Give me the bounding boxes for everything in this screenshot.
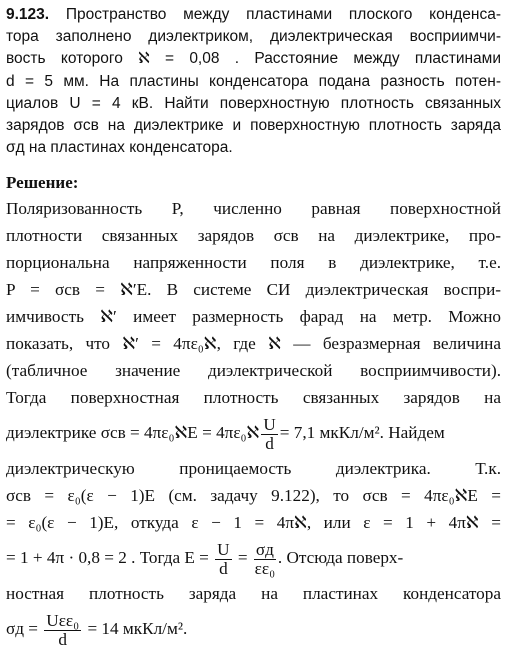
solution-line: (табличное значение диэлектрической восприимчивости). bbox=[6, 361, 501, 381]
fraction-numerator: Uεε₀ bbox=[46, 610, 80, 630]
equation-text: = 1 + 4π · 0,8 = 2 . Тогда E = bbox=[6, 548, 209, 568]
equation-text: . Отсюда поверх- bbox=[277, 548, 404, 568]
equation-text: = bbox=[237, 548, 248, 568]
equation-line bbox=[6, 607, 501, 651]
equation-text: = 14 мкКл/м². bbox=[87, 619, 188, 639]
fraction-denominator: d bbox=[219, 558, 228, 578]
solution-line: ностная плотность заряда на пластинах конденсатора bbox=[6, 584, 501, 604]
equation-text: диэлектрике σсв = 4πε₀ℵE = 4πε₀ℵ bbox=[6, 423, 260, 443]
solution-line: показать, что ℵ′ = 4πε₀ℵ, где ℵ — безразмерная величина bbox=[6, 334, 501, 354]
problem-number: 9.123. bbox=[6, 6, 50, 23]
solution-line: Поляризованность P, численно равная поверхностной bbox=[6, 199, 501, 219]
problem-line: циалов U = 4 кВ. Найти поверхностную плотность связанных bbox=[6, 94, 501, 112]
fraction bbox=[215, 541, 231, 578]
solution-line: диэлектрическую проницаемость диэлектрика. Т.к. bbox=[6, 459, 501, 479]
fraction bbox=[254, 541, 276, 578]
solution-heading: Решение: bbox=[6, 173, 79, 193]
problem-line: d = 5 мм. На пластины конденсатора подана разность потен- bbox=[6, 72, 501, 90]
solution-line: плотности связанных зарядов σсв на диэлектрике, про- bbox=[6, 226, 501, 246]
solution-line: = ε₀(ε − 1)E, откуда ε − 1 = 4πℵ, или ε = 1 + 4πℵ = bbox=[6, 513, 501, 533]
solution-body bbox=[6, 195, 501, 651]
problem-line: 9.123. Пространство между пластинами плоского конденса- bbox=[6, 6, 501, 23]
problem-statement bbox=[6, 4, 501, 159]
fraction-denominator: d bbox=[265, 433, 274, 453]
fraction-denominator: d bbox=[58, 629, 68, 649]
fraction-numerator: σд bbox=[255, 539, 274, 559]
problem-line: зарядов σсв на диэлектрике и поверхностную плотность заряда bbox=[6, 117, 501, 135]
solution-line: σсв = ε₀(ε − 1)E (см. задачу 9.122), то σсв = 4πε₀ℵE = bbox=[6, 486, 501, 506]
fraction bbox=[261, 416, 277, 453]
solution-line: порциональна напряженности поля в диэлектрике, т.е. bbox=[6, 253, 501, 273]
problem-line: σд на пластинах конденсатора. bbox=[6, 139, 233, 157]
fraction-numerator: U bbox=[217, 539, 230, 559]
solution-line: имчивость ℵ′ имеет размерность фарад на метр. Можно bbox=[6, 307, 501, 327]
solution-line: Тогда поверхностная плотность связанных зарядов на bbox=[6, 388, 501, 408]
equation-line bbox=[6, 536, 501, 580]
problem-line: тора заполнено диэлектриком, диэлектрическая восприимчи- bbox=[6, 28, 501, 46]
equation-text: σд = bbox=[6, 619, 38, 639]
fraction-denominator: εε₀ bbox=[254, 558, 276, 578]
solution-line: P = σсв = ℵ′E. В системе СИ диэлектрическая воспри- bbox=[6, 280, 501, 300]
problem-line: вость которого ℵ = 0,08 . Расстояние между пластинами bbox=[6, 50, 501, 68]
fraction bbox=[44, 612, 81, 649]
equation-text: = 7,1 мкКл/м². Найдем bbox=[279, 423, 445, 443]
fraction-numerator: U bbox=[263, 414, 276, 434]
equation-line bbox=[6, 411, 501, 455]
